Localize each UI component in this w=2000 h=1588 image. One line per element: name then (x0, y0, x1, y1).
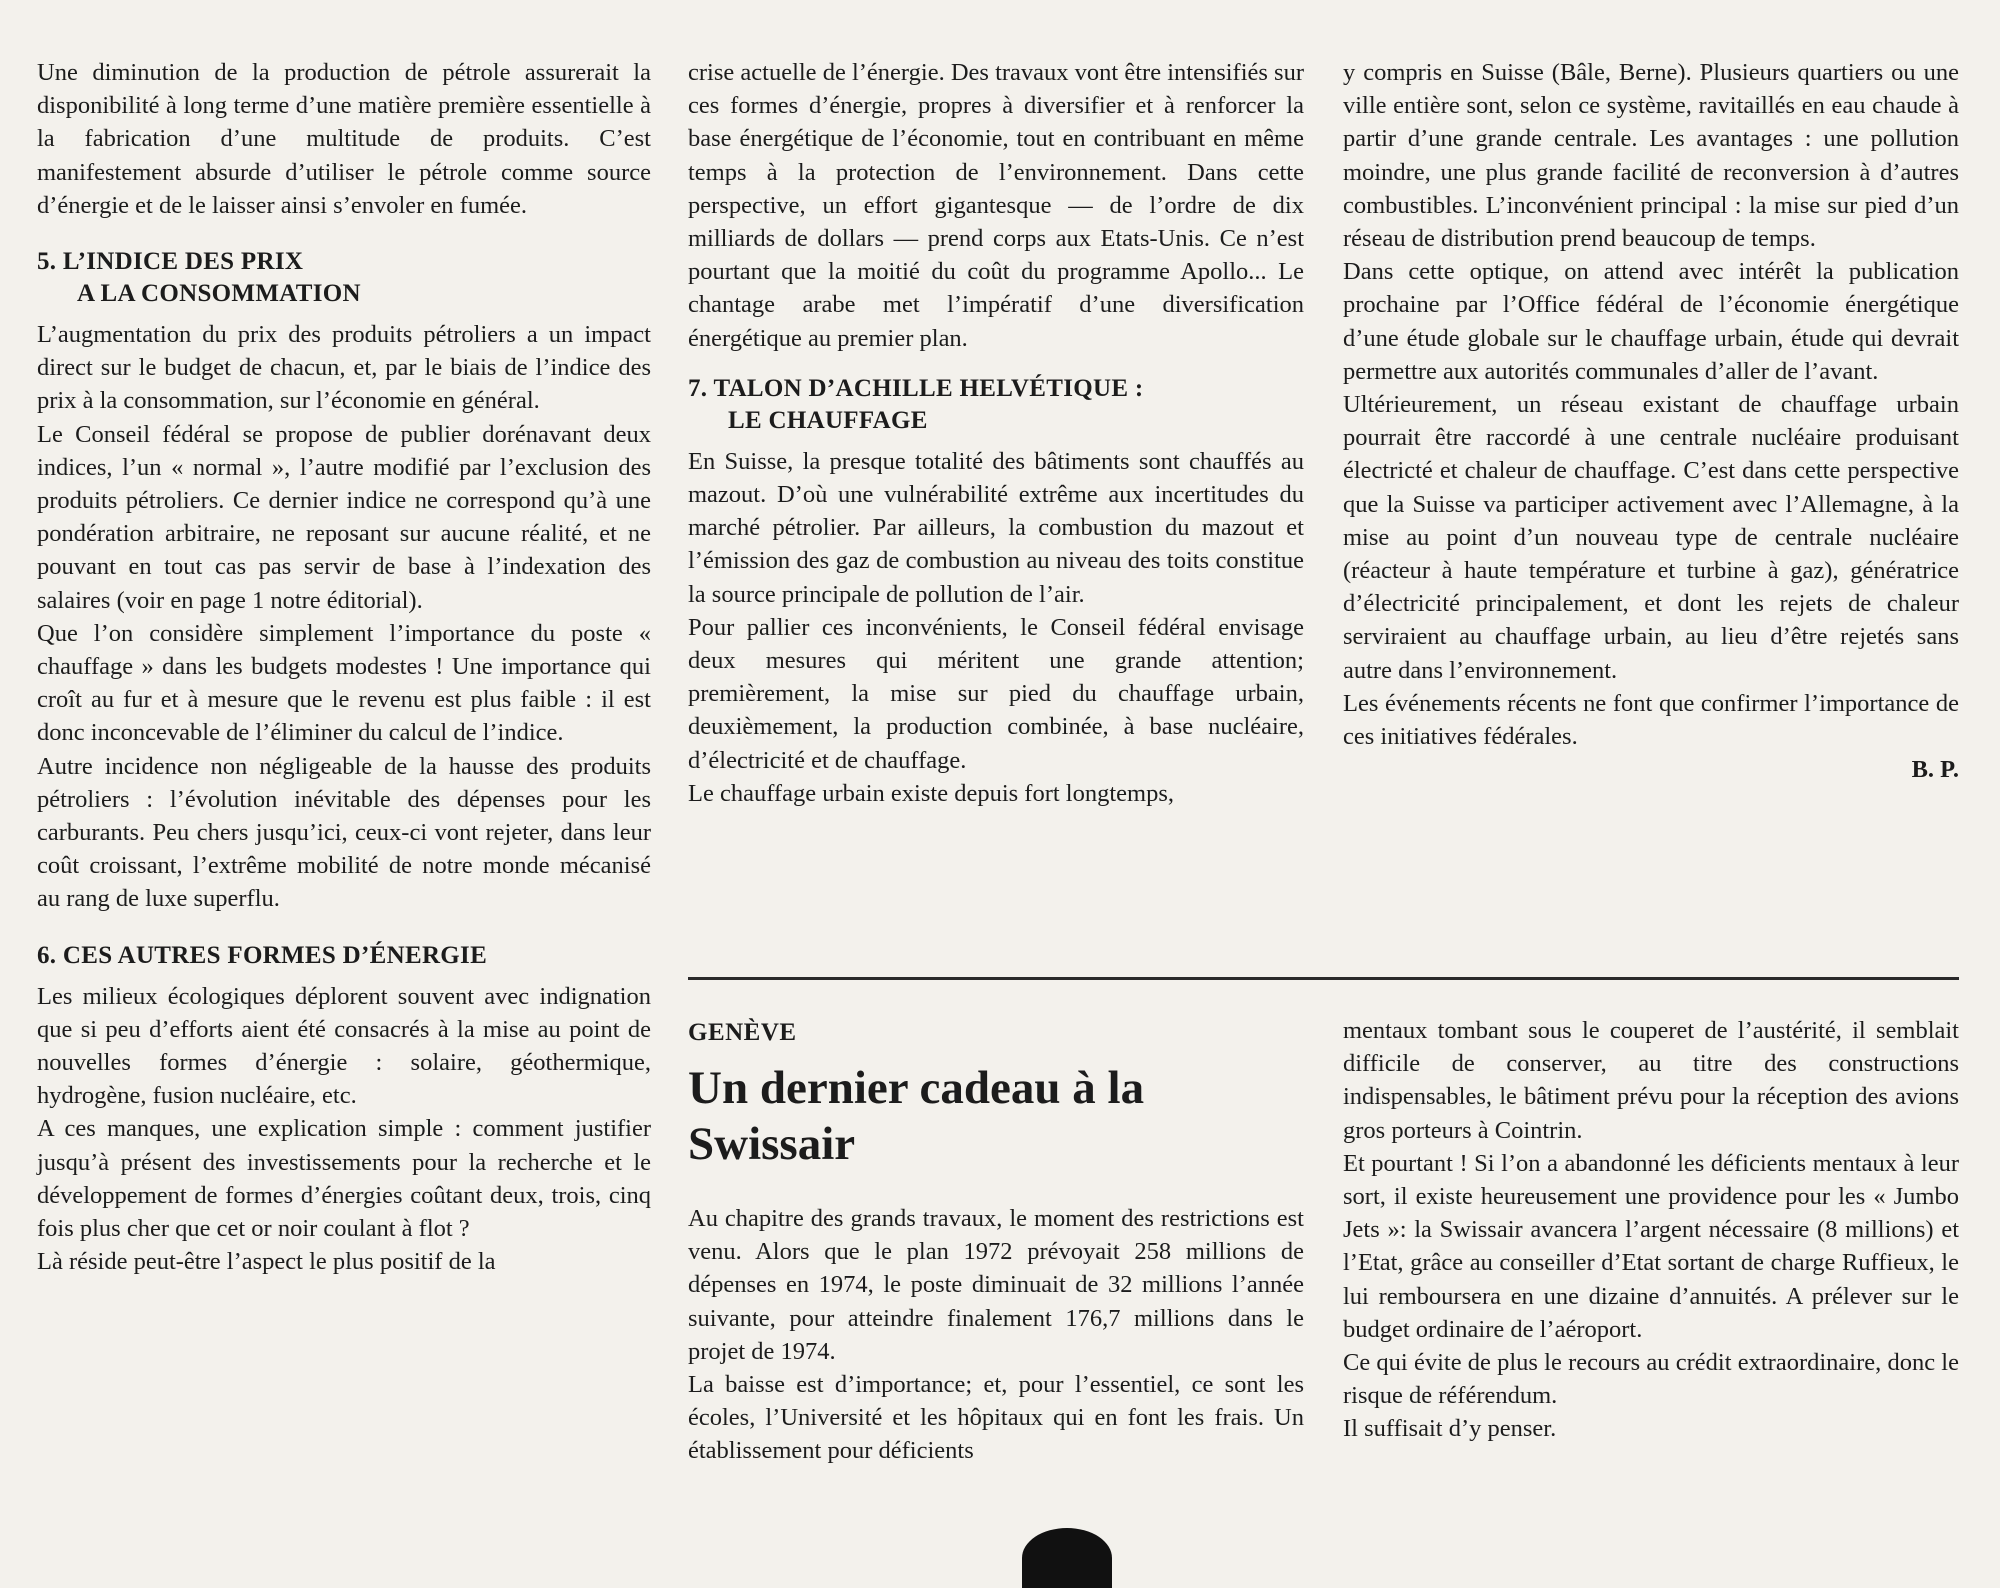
paragraph: y compris en Suisse (Bâle, Berne). Plusieurs quartiers ou une ville entière sont, selon ce système, ravitaillés en eau chaude à partir d’une grande centrale. Les avantages : une pollution moindre, une plus grande facilité de reconversion à d’autres combustibles. L’inconvénient principal : la mise sur pied d’un réseau de distribution prend beaucoup de temps. (1343, 59, 1959, 253)
paragraph: mentaux tombant sous le couperet de l’austérité, il semblait difficile de conserver, au titre des constructions indispensables, le bâtiment prévu pour la réception des avions gros porteurs à Cointrin. (1343, 1017, 1959, 1144)
heading-line: A LA CONSOMMATION (77, 280, 361, 308)
paragraph: Là réside peut-être l’aspect le plus positif de la (37, 1248, 496, 1276)
paragraph: Pour pallier ces inconvénients, le Conseil fédéral envisage deux mesures qui méritent une grande attention; premièrement, la mise sur pied du chauffage urbain, deuxièmement, la production combinée, à base nucléaire, d’électricité et de chauffage. (688, 613, 1304, 774)
paragraph: En Suisse, la presque totalité des bâtiments sont chauffés au mazout. D’où une vulnérabilité extrême aux incertitudes du marché pétrolier. Par ailleurs, la combustion du mazout et l’émission des gaz de combustion au niveau des toits constitue la source principale de pollution de l’air. (688, 447, 1304, 608)
paragraph: Ultérieurement, un réseau existant de chauffage urbain pourrait être raccordé à une centrale nucléaire produisant électricté et chaleur de chauffage. C’est dans cette perspective que la Suisse va participer activement avec l’Allemagne, à la mise au point d’un nouveau type de centrale nucléaire (réacteur à haute température et turbine à gaz), génératrice d’électricité principalement, et dont les rejets de chaleur serviraient au chauffage urbain, au lieu d’être rejetés sans autre dans l’environnement. (1343, 391, 1959, 684)
paragraph: Les milieux écologiques déplorent souvent avec indignation que si peu d’efforts aient été consacrés à la mise au point de nouvelles formes d’énergie : solaire, géothermique, hydrogène, fusion nucléaire, etc. (37, 982, 651, 1110)
paragraph: L’augmentation du prix des produits pétroliers a un impact direct sur le budget de chacun, et, par le biais de l’indice des prix à la consommation, sur l’économie en général. (37, 321, 651, 415)
paragraph: Il suffisait d’y penser. (1343, 1415, 1557, 1443)
section-heading-5 (37, 246, 651, 310)
article2-column-left (688, 1014, 1304, 1468)
paragraph: Autre incidence non négligeable de la hausse des produits pétroliers : l’évolution inévitable des dépenses pour les carburants. Peu chers jusqu’ici, ceux-ci vont rejeter, dans leur coût croissant, l’extrême mobilité de notre monde mécanisé au rang de luxe superflu. (37, 752, 651, 913)
paragraph: Les événements récents ne font que confirmer l’importance de ces initiatives fédérales. (1343, 689, 1959, 751)
heading-line: 7. TALON D’ACHILLE HELVÉTIQUE : (688, 374, 1144, 402)
article-divider (688, 977, 1959, 980)
author-signature: B. P. (1911, 756, 1959, 784)
paragraph: Le Conseil fédéral se propose de publier dorénavant deux indices, l’un « normal », l’autre modifié par l’exclusion des produits pétroliers. Ce dernier indice ne correspond qu’à une pondération arbitraire, ne reposant sur aucune réalité, et ne pouvant en tout cas pas servir de base à l’indexation des salaires (voir en page 1 notre éditorial). (37, 420, 651, 614)
column-left (37, 56, 651, 1279)
ink-blot-mark (1022, 1528, 1112, 1588)
paragraph: Et pourtant ! Si l’on a abandonné les déficients mentaux à leur sort, il existe heureusement une providence pour les « Jumbo Jets »: la Swissair avancera l’argent nécessaire (8 millions) et l’Etat, grâce au conseiller d’Etat sortant de charge Ruffieux, le lui remboursera en une dizaine d’annuités. A prélever sur le budget ordinaire de l’aéroport. (1343, 1149, 1959, 1343)
paragraph: Une diminution de la production de pétrole assurerait la disponibilité à long terme d’une matière première essentielle à la fabrication d’une multitude de produits. C’est manifestement absurde d’utiliser le pétrole comme source d’énergie et de le laisser ainsi s’envoler en fumée. (37, 59, 651, 219)
column-right (1343, 56, 1959, 786)
section-heading-7 (688, 373, 1304, 437)
paragraph: A ces manques, une explication simple : comment justifier jusqu’à présent des investissements pour la recherche et le développement de formes d’énergies coûtant deux, trois, cinq fois plus cher que cet or noir coulant à flot ? (37, 1115, 651, 1243)
column-middle (688, 56, 1304, 810)
heading-line: 5. L’INDICE DES PRIX (37, 248, 304, 276)
paragraph: Le chauffage urbain existe depuis fort longtemps, (688, 779, 1174, 807)
article-kicker: GENÈVE (688, 1019, 797, 1046)
paragraph: Au chapitre des grands travaux, le moment des restrictions est venu. Alors que le plan 1972 prévoyait 258 millions de dépenses en 1974, le poste diminuait de 32 millions l’année suivante, pour atteindre finalement 176,7 millions dans le projet de 1974. (688, 1205, 1304, 1365)
paragraph: Ce qui évite de plus le recours au crédit extraordinaire, donc le risque de référendum. (1343, 1349, 1959, 1410)
heading-line: LE CHAUFFAGE (728, 406, 928, 434)
article-headline: Un dernier cadeau à la Swissair (688, 1062, 1145, 1170)
paragraph: La baisse est d’importance; et, pour l’essentiel, ce sont les écoles, l’Université et les hôpitaux qui en font les frais. Un établissement pour déficients (688, 1371, 1304, 1465)
section-heading-6: 6. CES AUTRES FORMES D’ÉNERGIE (37, 941, 488, 969)
article2-column-right (1343, 1014, 1959, 1446)
paragraph: Que l’on considère simplement l’importance du poste « chauffage » dans les budgets modestes ! Une importance qui croît au fur et à mesure que le revenu est plus faible : il est donc inconcevable de l’éliminer du calcul de l’indice. (37, 619, 651, 747)
paragraph: Dans cette optique, on attend avec intérêt la publication prochaine par l’Office fédéral de l’économie énergétique d’une étude globale sur le chauffage urbain, étude qui devrait permettre aux autorités communales d’aller de l’avant. (1343, 258, 1959, 385)
paragraph: crise actuelle de l’énergie. Des travaux vont être intensifiés sur ces formes d’énergie, propres à diversifier et à renforcer la base énergétique de l’économie, tout en contribuant en même temps à la protection de l’environnement. Dans cette perspective, un effort gigantesque — de l’ordre de dix milliards de dollars — prend corps aux Etats-Unis. Ce n’est pourtant que la moitié du coût du programme Apollo... Le chantage arabe met l’impératif d’une diversification énergétique au premier plan. (688, 59, 1304, 352)
